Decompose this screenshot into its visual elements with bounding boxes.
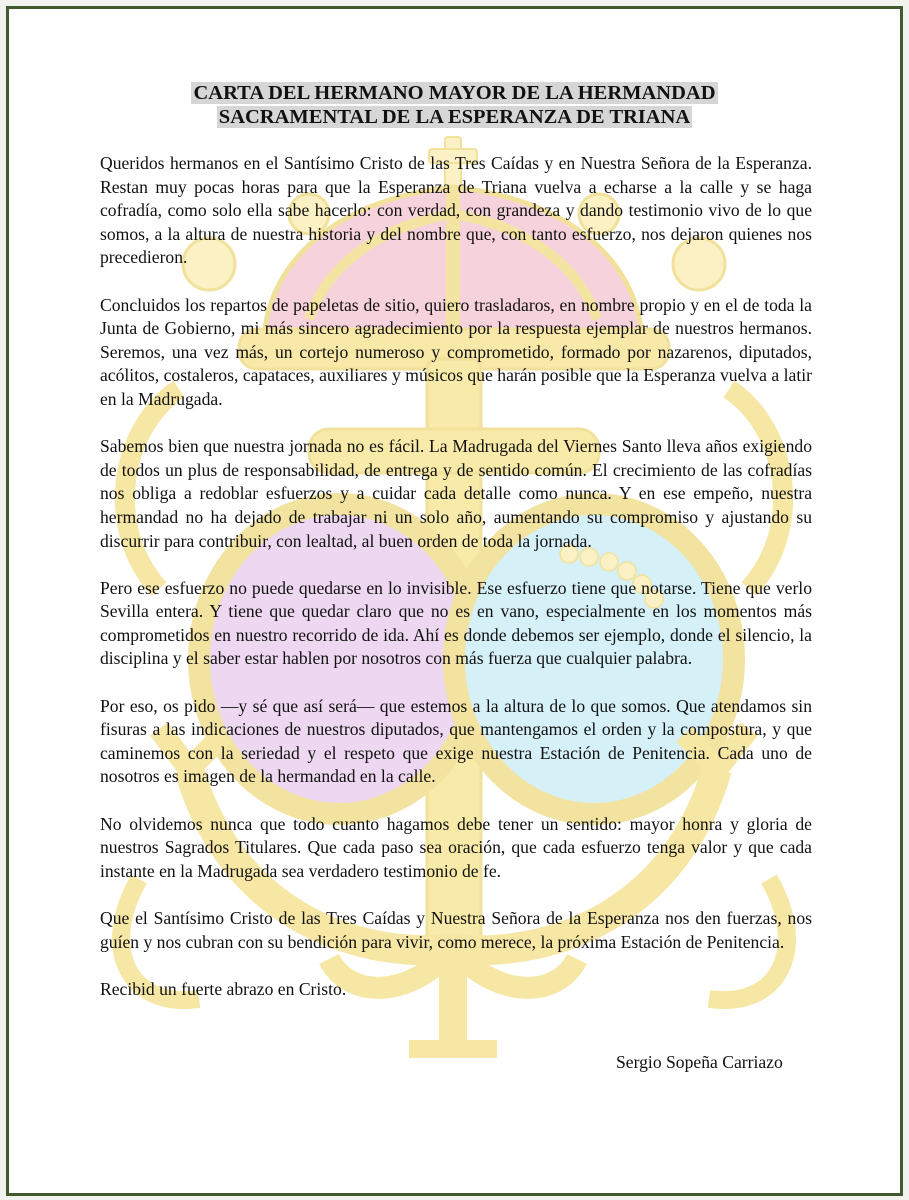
paragraph: Sabemos bien que nuestra jornada no es fácil. La Madrugada del Viernes Santo lleva años exigiendo de todos un plus de responsabilidad, de entrega y de sentido común. El crecimiento de las cofradías nos obliga a redoblar esfuerzos y a cuidar cada detalle como nunca. Y en ese empeño, nuestra hermandad no ha dejado de trabajar ni un solo año, aumentando su compromiso y ajustando su discurrir para contribuir, con lealtad, al buen orden de toda la jornada. bbox=[100, 436, 812, 551]
paragraph: No olvidemos nunca que todo cuanto hagamos debe tener un sentido: mayor honra y gloria de nuestros Sagrados Titulares. Que cada paso sea oración, que cada esfuerzo tenga valor y que cada instante en la Madrugada sea verdadero testimonio de fe. bbox=[100, 813, 812, 881]
letter-title bbox=[9, 81, 900, 129]
paragraph: Queridos hermanos en el Santísimo Cristo de las Tres Caídas y en Nuestra Señora de la Esperanza. Restan muy pocas horas para que la Esperanza de Triana vuelva a echarse a la calle y se haga cofradía, como solo ella sabe hacerlo: con verdad, con grandeza y dando testimonio vivo de lo que somos, a la altura de nuestra historia y del nombre que, con tanto esfuerzo, nos dejaron quienes nos precedieron. bbox=[100, 153, 812, 268]
letter-body bbox=[100, 152, 812, 1025]
letter-page bbox=[6, 6, 903, 1196]
paragraph: Pero ese esfuerzo no puede quedarse en lo invisible. Ese esfuerzo tiene que notarse. Tiene que verlo Sevilla entera. Y tiene que quedar claro que no es en vano, especialmente en los momentos más comprometidos en nuestro recorrido de ida. Ahí es donde debemos ser ejemplo, donde el silencio, la disciplina y el saber estar hablen por nosotros con más fuerza que cualquier palabra. bbox=[100, 577, 812, 669]
paragraph: Por eso, os pido —y sé que así será— que estemos a la altura de lo que somos. Que atendamos sin fisuras a las indicaciones de nuestros diputados, que mantengamos el orden y la compostura, y que caminemos con la seriedad y el respeto que exige nuestra Estación de Penitencia. Cada uno de nosotros es imagen de la hermandad en la calle. bbox=[100, 695, 812, 787]
signature: Sergio Sopeña Carriazo bbox=[616, 1052, 783, 1072]
paragraph: Que el Santísimo Cristo de las Tres Caídas y Nuestra Señora de la Esperanza nos den fuerzas, nos guíen y nos cubran con su bendición para vivir, como merece, la próxima Estación de Penitencia. bbox=[100, 908, 812, 952]
title-line-1: CARTA DEL HERMANO MAYOR DE LA HERMANDAD bbox=[193, 82, 716, 104]
closing-line: Recibid un fuerte abrazo en Cristo. bbox=[100, 978, 347, 999]
letter-content bbox=[9, 9, 900, 1193]
title-line-2: SACRAMENTAL DE LA ESPERANZA DE TRIANA bbox=[218, 106, 691, 128]
paragraph: Concluidos los repartos de papeletas de sitio, quiero trasladaros, en nombre propio y en el de toda la Junta de Gobierno, mi más sincero agradecimiento por la respuesta ejemplar de nuestros hermanos. Seremos, una vez más, un cortejo numeroso y comprometido, formado por nazarenos, diputados, acólitos, costaleros, capataces, auxiliares y músicos que harán posible que la Esperanza vuelva a latir en la Madrugada. bbox=[100, 294, 812, 409]
